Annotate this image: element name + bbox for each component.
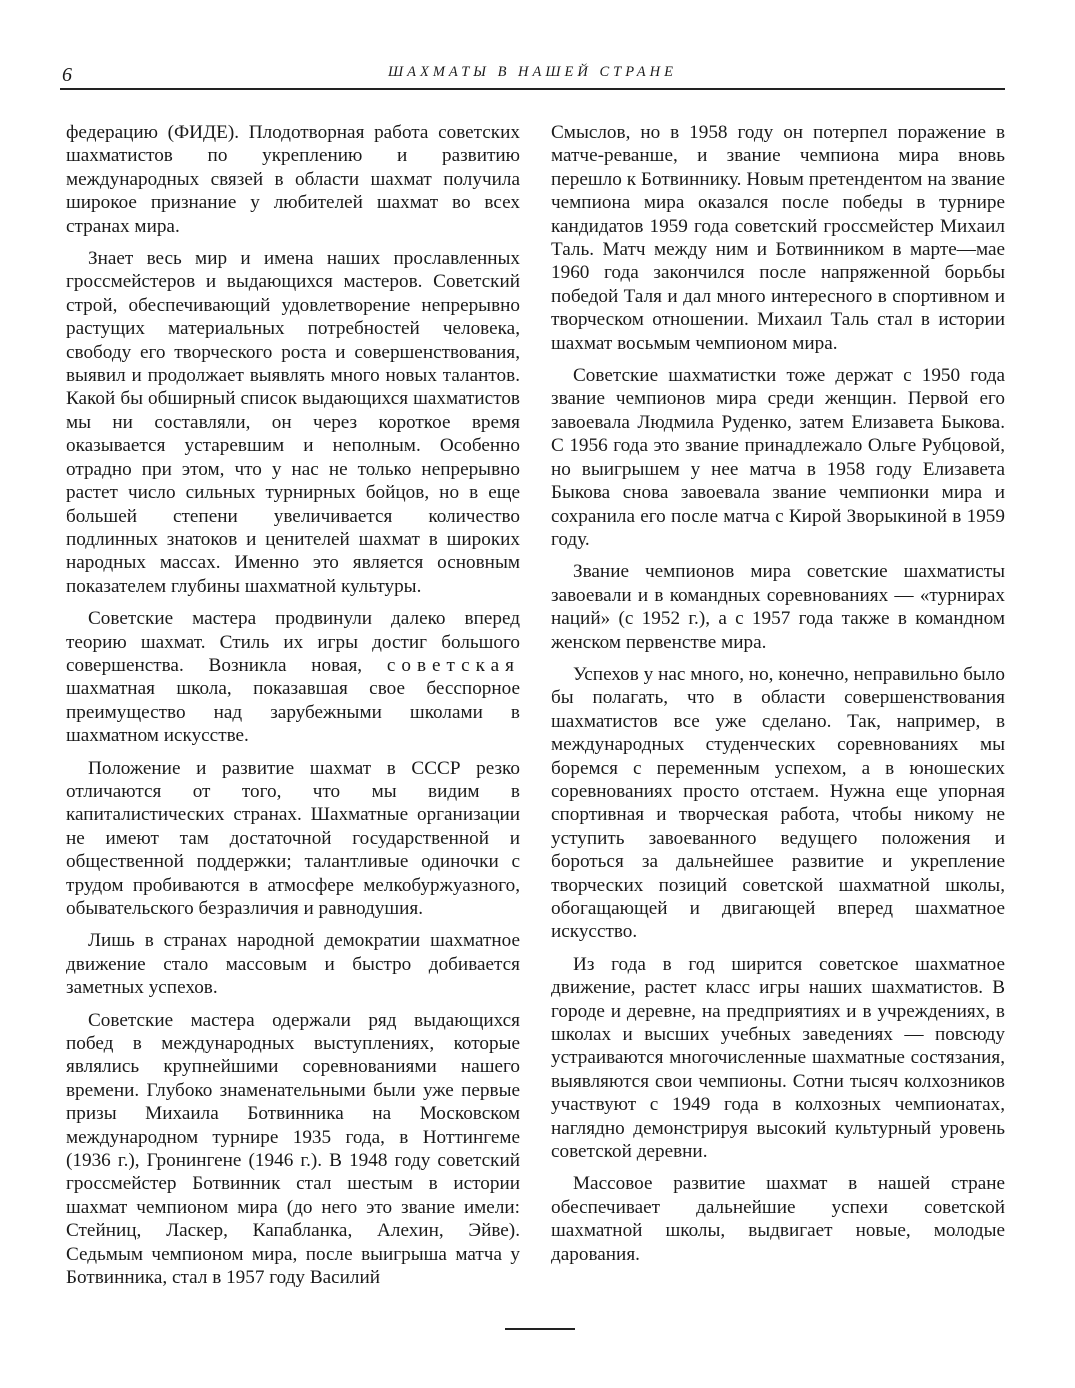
paragraph-text: шахматная школа, показавшая свое бесспорное преимущество над зарубежными школами в шахматном искусстве. — [66, 678, 520, 747]
paragraph: Смыслов, но в 1958 году он потерпел поражение в матче-реванше, и звание чемпиона мира вновь перешло к Ботвиннику. Новым претендентом на звание чемпиона мира оказался после победы в турнире кандидатов 1959 года советский гроссмейстер Михаил Таль. Матч между ним и Ботвинником в марте—мае 1960 года закончился после напряженной борьбы победой Таля и дал много интересного в спортивном и творческом отношении. Михаил Таль стал в истории шахмат восьмым чемпионом мира. — [551, 122, 1005, 354]
paragraph: Успехов у нас много, но, конечно, неправильно было бы полагать, что в области совершенствования шахматистов все уже сделано. Так, например, в международных студенческих соревнованиях мы боремся с переменным успехом, а в юношеских соревнованиях просто отстаем. Нужна еще упорная спортивная и творческая работа, чтобы никому не уступить завоеванного ведущего положения и бороться за дальнейшее развитие и укрепление творческих позиций советской шахматной школы, обогащающей и двигающей вперед шахматное искусство. — [551, 663, 1005, 943]
left-column — [66, 121, 520, 1299]
paragraph: Знает весь мир и имена наших прославленных гроссмейстеров и выдающихся мастеров. Советский строй, обеспечивающий удовлетворение непрерывно растущих материальных потребностей человека, свободу его творческого роста и совершенствования, выявил и продолжает выявлять много новых талантов. Какой бы обширный список выдающихся шахматистов мы ни составляли, он через короткое время оказывается устаревшим и неполным. Особенно отрадно при этом, что у нас не только непрерывно растет число сильных турнирных бойцов, но в еще большей степени увеличивается количество подлинных знатоков и ценителей шахмат в широких народных массах. Именно это является основным показателем глубины шахматной культуры. — [66, 248, 520, 597]
paragraph: Массовое развитие шахмат в нашей стране обеспечивает дальнейшие успехи советской шахматной школы, выдвигает новые, молодые дарования. — [551, 1173, 1005, 1265]
paragraph: Положение и развитие шахмат в СССР резко отличаются от того, что мы видим в капиталистических странах. Шахматные организации не имеют там достаточной государственной и общественной поддержки; талантливые одиночки с трудом пробиваются в атмосфере мелкобуржуазного, обывательского безразличия и равнодушия. — [66, 757, 520, 919]
paragraph: Из года в год ширится советское шахматное движение, растет класс игры наших шахматистов. В городе и деревне, на предприятиях и в учреждениях, в школах и высших учебных заведениях — повсюду устраиваются многочисленные шахматные состязания, выявляются свои чемпионы. Сотни тысяч колхозников участвуют с 1949 года в колхозных чемпионатах, наглядно демонстрируя высокий культурный уровень советской деревни. — [551, 953, 1005, 1163]
paragraph: Советские шахматистки тоже держат с 1950 года звание чемпионов мира среди женщин. Первой его завоевала Людмила Руденко, затем Елизавета Быкова. С 1956 года это звание принадлежало Ольге Рубцовой, но выигрышем у нее матча в 1958 году Елизавета Быкова снова завоевала звание чемпионки мира и сохранила его после матча с Кирой Зворыкиной в 1959 году. — [551, 365, 1005, 550]
footer-rule — [505, 1328, 575, 1330]
paragraph: федерацию (ФИДЕ). Плодотворная работа советских шахматистов по укреплению и развитию международных связей в области шахмат получила широкое признание у любителей шахмат во всех странах мира. — [66, 122, 520, 237]
paragraph: Звание чемпионов мира советские шахматисты завоевали и в командных соревнованиях — «турнирах наций» (с 1952 г.), а с 1957 года также в командном женском первенстве мира. — [551, 561, 1005, 653]
header-rule — [60, 88, 1005, 90]
spaced-emphasis: советская — [386, 654, 520, 676]
paragraph: Лишь в странах народной демократии шахматное движение стало массовым и быстро добивается заметных успехов. — [66, 930, 520, 999]
running-title: ШАХМАТЫ В НАШЕЙ СТРАНЕ — [388, 64, 677, 80]
right-column — [551, 121, 1005, 1275]
page-header — [60, 62, 1005, 86]
page-number: 6 — [62, 64, 72, 86]
paragraph — [66, 607, 520, 747]
paragraph-text: Советские мастера продвинули далеко вперед теорию шахмат. Стиль их игры достиг большого совершенства. Возникла новая, — [66, 608, 520, 676]
paragraph: Советские мастера одержали ряд выдающихся побед в международных выступлениях, которые являлись крупнейшими соревнованиями нашего времени. Глубоко знаменательными были уже первые призы Михаила Ботвинника на Московском международном турнире 1935 года, в Ноттингеме (1936 г.), Гронингене (1946 г.). В 1948 году советский гроссмейстер Ботвинник стал шестым в истории шахмат чемпионом мира (до него это звание имели: Стейниц, Ласкер, Капабланка, Алехин, Эйве). Седьмым чемпионом мира, после выигрыша матча у Ботвинника, стал в 1957 году Василий — [66, 1009, 520, 1289]
